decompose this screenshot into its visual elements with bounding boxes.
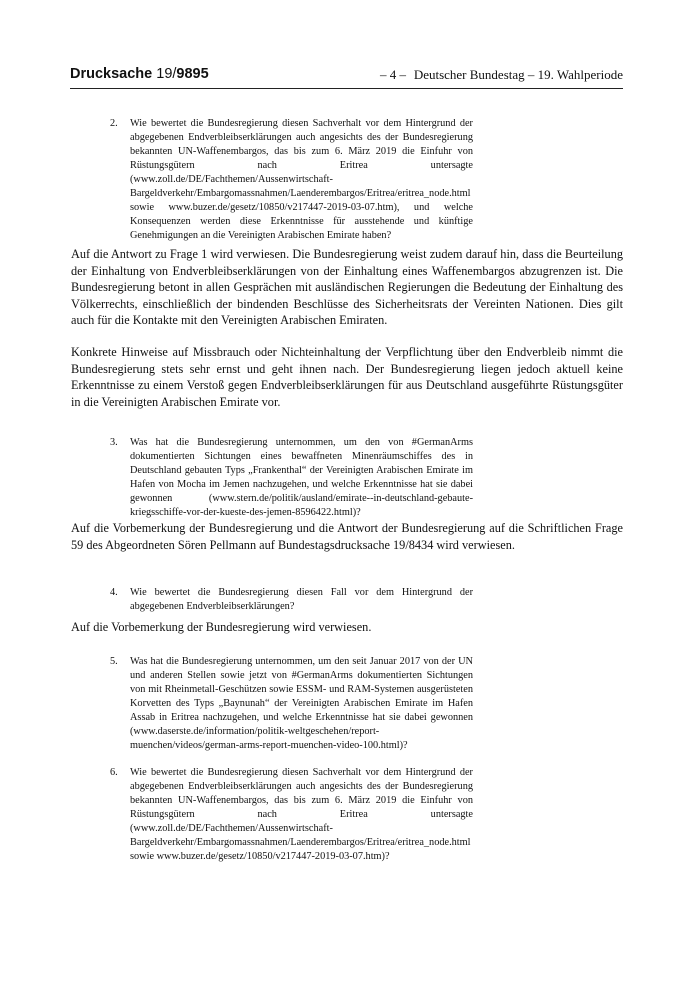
question-number: 3.: [110, 437, 118, 448]
question-3: [112, 436, 473, 520]
question-number: 5.: [110, 656, 118, 667]
answer-paragraph: Auf die Vorbemerkung der Bundesregierung wird verwiesen.: [71, 620, 372, 634]
answer-paragraph: Auf die Vorbemerkung der Bundesregierung und die Antwort der Bundesregierung auf die Schriftlichen Frage 59 des Abgeordneten Sören Pellmann auf Bundestagsdrucksache 19/8434 wird verwiesen.: [71, 521, 623, 552]
question-number: 2.: [110, 118, 118, 129]
question-text: Was hat die Bundesregierung unternommen, um den seit Januar 2017 von der UN und anderen Stellen sowie jetzt von #GermanArms dokumentierten Sichtungen von mit Rheinmetall-Geschützen sowie ESSM- und RAM-Systemen ausgerüsteten Korvetten des Typs „Baynunah“ der Vereinigten Arabischen Emirate im Hafen Assab in Eritrea nachzugehen, und welche Erkenntnisse hat sie dabei gewonnen (www.daserste.de/information/politik-weltgeschehen/report-muenchen/videos/german-arms-report-muenchen-video-100.html)?: [130, 656, 473, 751]
question-4: [112, 586, 473, 614]
question-text: Wie bewertet die Bundesregierung diesen Fall vor dem Hintergrund der abgegebenen Endverbleibserklärungen?: [130, 587, 473, 612]
question-2: [112, 117, 473, 243]
question-5: [112, 655, 473, 753]
institution-label: Deutscher Bundestag – 19. Wahlperiode: [413, 67, 623, 82]
question-text: Wie bewertet die Bundesregierung diesen Sachverhalt vor dem Hintergrund der abgegebenen Endverbleibserklärungen auch angesichts des der Bundesregierung bekannten UN-Waffenembargos, das bis zum 6. März 2019 die Einfuhr von Rüstungsgütern nach Eritrea untersagte (www.zoll.de/DE/Fachthemen/Aussenwirtschaft-Bargeldverkehr/Embargomassnahmen/Laenderembargos/Eritrea/eritrea_node.html sowie www.buzer.de/gesetz/10850/v217447-2019-03-07.htm), und welche Konsequenzen werden diese Erkenntnisse für ausstehende und künftige Genehmigungen an die Vereinigten Arabischen Emirate haben?: [130, 118, 473, 241]
answer-paragraph: Auf die Antwort zu Frage 1 wird verwiesen. Die Bundesregierung weist zudem darauf hin, dass die Beurteilung der Einhaltung von Endverbleibserklärungen von der Einhaltung eines Waffenembargos abzugrenzen ist. Die Bundesregierung betont in allen Gesprächen mit ausländischen Regierungen die Bedeutung der Einhaltung des Völkerrechts, einschließlich der bindenden Beschlüsse des Sicherheitsrats der Vereinten Nationen. Dies gilt auch für die Kontakte mit den Vereinigten Arabischen Emiraten.: [71, 247, 623, 327]
page-header: [70, 66, 623, 89]
question-text: Was hat die Bundesregierung unternommen, um den von #GermanArms dokumentierten Sichtungen eines bewaffneten Minenräumschiffes des in Deutschland gebauten Typs „Frankenthal“ der Vereinigten Arabischen Emirate im Hafen von Mocha im Jemen nachzugehen, und welche Erkenntnisse hat sie dabei gewonnen (www.stern.de/politik/ausland/emirate--in-deutschland-gebaute-kriegsschiffe-vor-der-kueste-des-jemen-8596422.html)?: [130, 437, 473, 518]
page-number: – 4 –: [380, 67, 406, 82]
question-number: 6.: [110, 767, 118, 778]
question-text: Wie bewertet die Bundesregierung diesen Sachverhalt vor dem Hintergrund der abgegebenen Endverbleibserklärungen auch angesichts des der Bundesregierung bekannten UN-Waffenembargos, das bis zum 6. März 2019 die Einfuhr von Rüstungsgütern nach Eritrea untersagte (www.zoll.de/DE/Fachthemen/Aussenwirtschaft-Bargeldverkehr/Embargomassnahmen/Laenderembargos/Eritrea/eritrea_node.html sowie www.buzer.de/gesetz/10850/v217447-2019-03-07.htm)?: [130, 767, 473, 862]
question-number: 4.: [110, 587, 118, 598]
document-number: Drucksache 19/9895: [70, 66, 209, 82]
question-6: [112, 766, 473, 864]
answer-paragraph: Konkrete Hinweise auf Missbrauch oder Nichteinhaltung der Verpflichtung über den Endverbleib nimmt die Bundesregierung stets sehr ernst und geht ihnen nach. Der Bundesregierung liegen jedoch aktuell keine Erkenntnisse zu einem Verstoß gegen Endverbleibserklärungen für aus Deutschland ausgeführte Rüstungsgüter in die Vereinigten Arabischen Emirate vor.: [71, 345, 623, 409]
